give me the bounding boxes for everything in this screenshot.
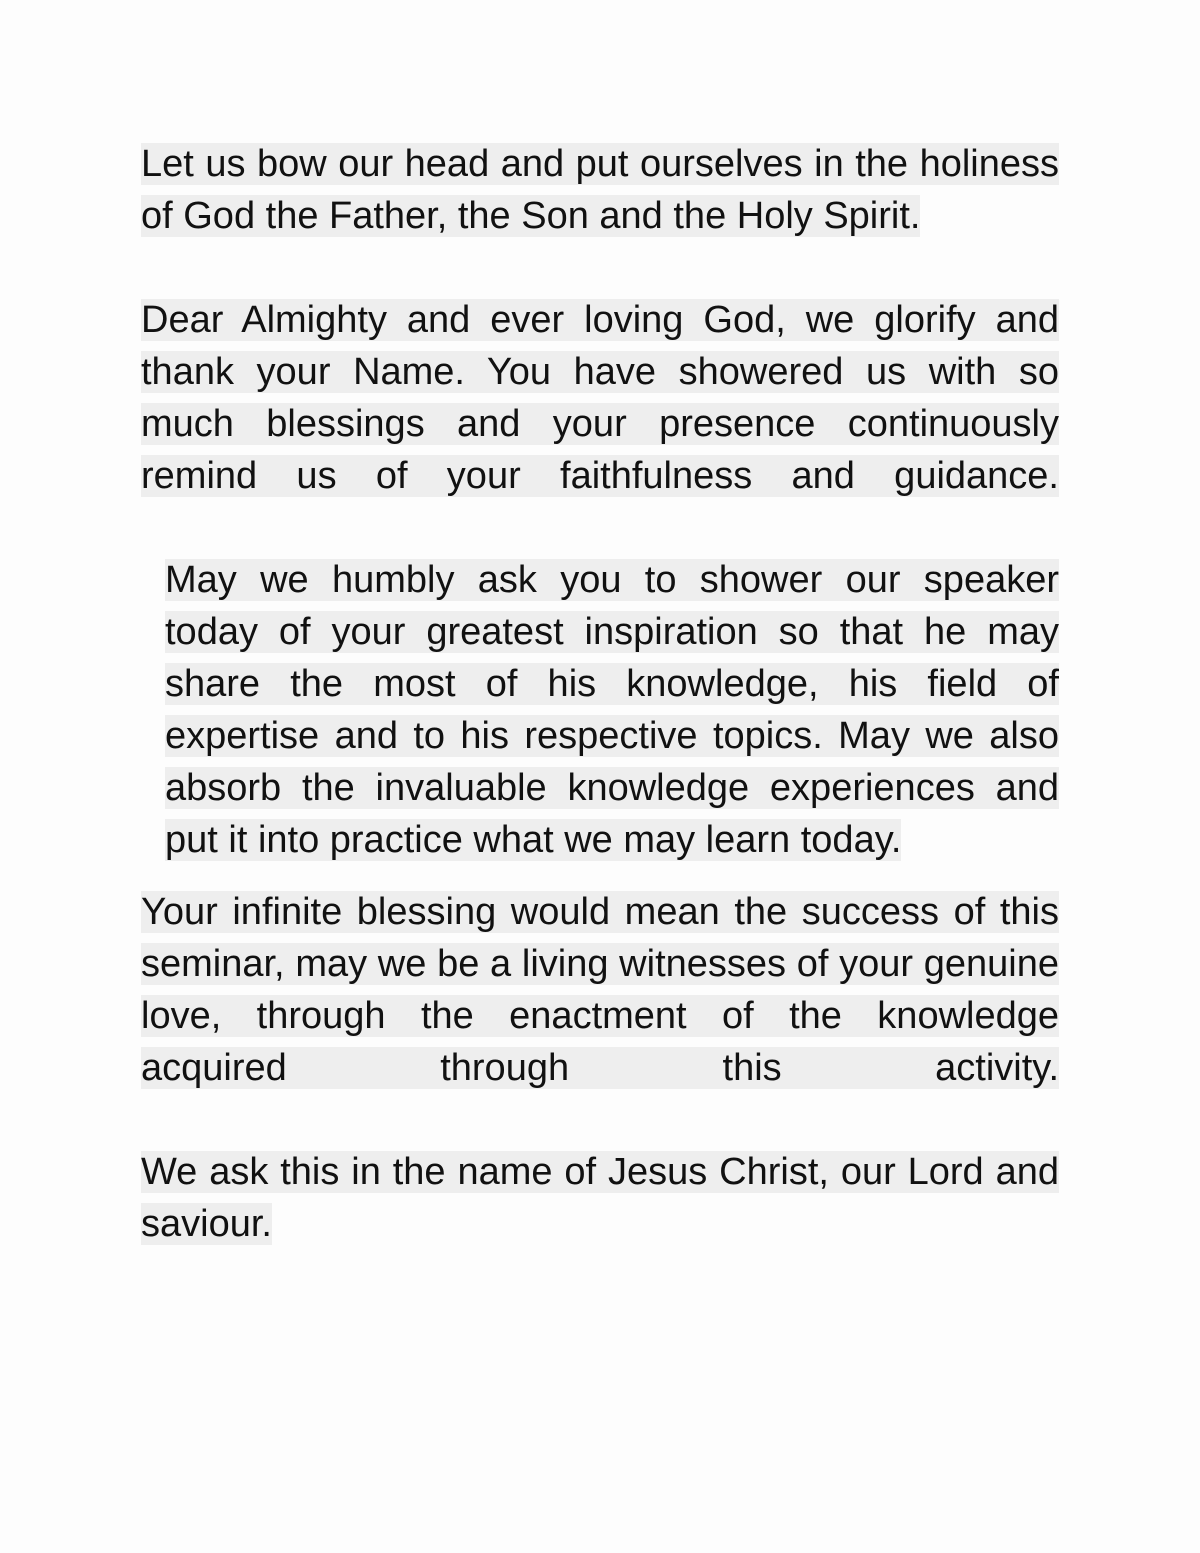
paragraph-text: May we humbly ask you to shower our speaker today of your greatest inspiration so that he may share the most of his knowledge, his field of expertise and to his respective topics. May we also absorb the invaluable knowledge experiences and put it into practice what we may learn today.: [165, 559, 1059, 861]
paragraph-text: Your infinite blessing would mean the success of this seminar, may we be a living witnesses of your genuine love, through the enactment of the knowledge acquired through this activity.: [141, 891, 1059, 1089]
paragraph-text: Dear Almighty and ever loving God, we glorify and thank your Name. You have showered us with so much blessings and your presence continuously remind us of your faithfulness and guidance.: [141, 299, 1059, 497]
paragraph-text: We ask this in the name of Jesus Christ, our Lord and saviour.: [141, 1151, 1059, 1245]
paragraph-text: Let us bow our head and put ourselves in the holiness of God the Father, the Son and the Holy Spirit.: [141, 143, 1059, 237]
paragraph-thanksgiving: [141, 294, 1059, 502]
paragraph-blessing: [141, 886, 1059, 1094]
paragraph-petition: [141, 554, 1059, 866]
paragraph-spacer: [141, 1094, 1059, 1146]
paragraph-spacer: [141, 242, 1059, 294]
paragraph-closing: [141, 1146, 1059, 1250]
paragraph-spacer: [141, 502, 1059, 554]
paragraph-opening: [141, 138, 1059, 242]
prayer-body: [141, 138, 1059, 1250]
paragraph-spacer: [141, 866, 1059, 886]
